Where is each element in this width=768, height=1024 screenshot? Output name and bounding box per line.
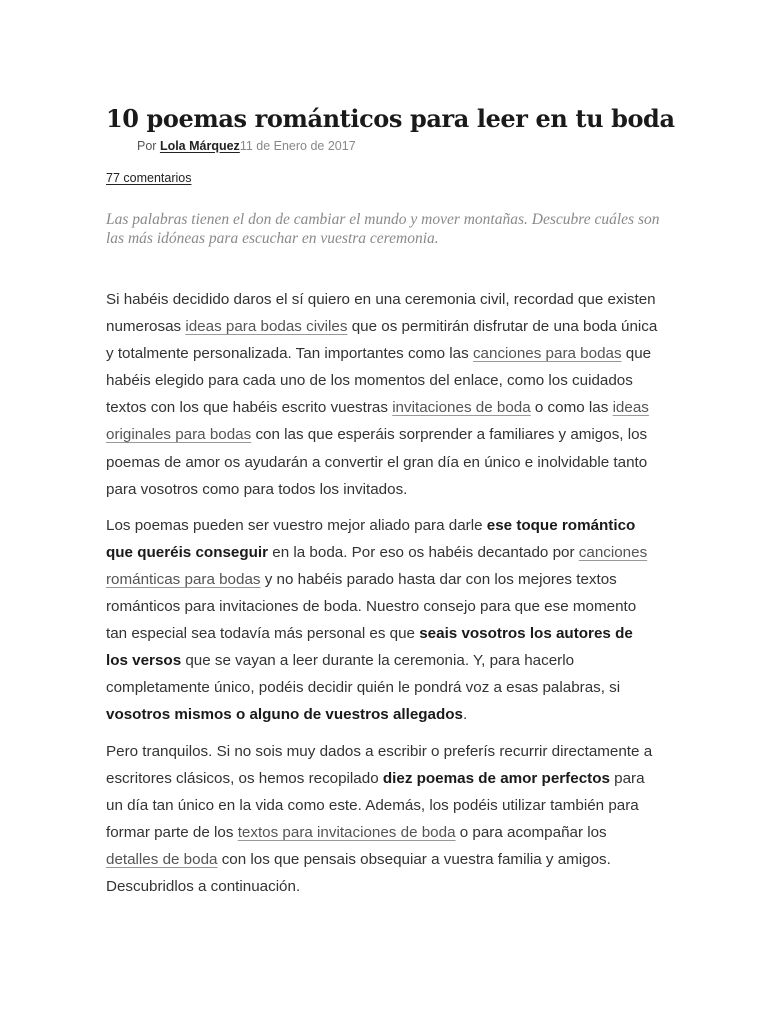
bold-text: diez poemas de amor perfectos <box>382 769 610 787</box>
publish-date: 11 de Enero de 2017 <box>239 139 356 153</box>
byline <box>137 139 356 153</box>
text: que os permitirán disfrutar de una boda única y totalmente personalizada. Tan importantes como las <box>106 318 658 363</box>
bold-text: seais vosotros los autores de los versos <box>106 625 633 670</box>
article-body <box>106 286 658 909</box>
text: . <box>463 706 468 724</box>
link-canciones-romanticas[interactable]: canciones románticas para bodas <box>106 543 648 588</box>
link-detalles-de-boda[interactable]: detalles de boda <box>106 850 218 868</box>
text: o como las <box>530 399 613 417</box>
text: y no habéis parado hasta dar con los mejores textos románticos para invitaciones de boda. Nuestro consejo para que ese momento tan especial sea todavía más personal es que <box>106 570 637 643</box>
text: en la boda. Por eso os habéis decantado por <box>268 543 579 561</box>
paragraph-1 <box>106 286 658 503</box>
text: que habéis elegido para cada uno de los momentos del enlace, como los cuidados textos con los que habéis escrito vuestras <box>106 345 652 417</box>
text: para un día tan único en la vida como este. Además, los podéis utilizar también para formar parte de los <box>106 769 645 841</box>
link-textos-invitaciones[interactable]: textos para invitaciones de boda <box>237 823 456 841</box>
author-link[interactable]: Lola Márquez <box>159 139 240 153</box>
text: con los que pensais obsequiar a vuestra familia y amigos. Descubridlos a continuación. <box>106 850 611 895</box>
link-ideas-originales-para-bodas[interactable]: ideas originales para bodas <box>106 399 649 444</box>
article-title: 10 poemas románticos para leer en tu boda <box>106 104 675 133</box>
bold-text: vosotros mismos o alguno de vuestros allegados <box>106 706 463 724</box>
bold-text: ese toque romántico que queréis conseguir <box>106 516 636 561</box>
link-canciones-para-bodas[interactable]: canciones para bodas <box>472 345 622 363</box>
comments-link[interactable]: 77 comentarios <box>106 171 192 185</box>
paragraph-3 <box>106 738 658 901</box>
text: Los poemas pueden ser vuestro mejor aliado para darle <box>106 516 487 534</box>
text: o para acompañar los <box>455 823 607 841</box>
text: Si habéis decidido daros el sí quiero en una ceremonia civil, recordad que existen numerosas <box>106 291 656 336</box>
article-lead: Las palabras tienen el don de cambiar el mundo y mover montañas. Descubre cuáles son las más idóneas para escuchar en vuestra ceremonia. <box>106 211 660 247</box>
text: que se vayan a leer durante la ceremonia. Y, para hacerlo completamente único, podéis decidir quién le pondrá voz a esas palabras, si <box>106 652 621 697</box>
link-invitaciones-de-boda[interactable]: invitaciones de boda <box>392 399 531 417</box>
paragraph-2 <box>106 512 658 729</box>
text: con las que esperáis sorprender a familiares y amigos, los poemas de amor os ayudarán a convertir el gran día en único e inolvidable tanto para vosotros como para todos los invitados. <box>106 426 648 498</box>
byline-prefix: Por <box>137 139 160 153</box>
text: Pero tranquilos. Si no sois muy dados a escribir o preferís recurrir directamente a escritores clásicos, os hemos recopilado <box>106 742 653 787</box>
link-ideas-bodas-civiles[interactable]: ideas para bodas civiles <box>185 318 348 336</box>
